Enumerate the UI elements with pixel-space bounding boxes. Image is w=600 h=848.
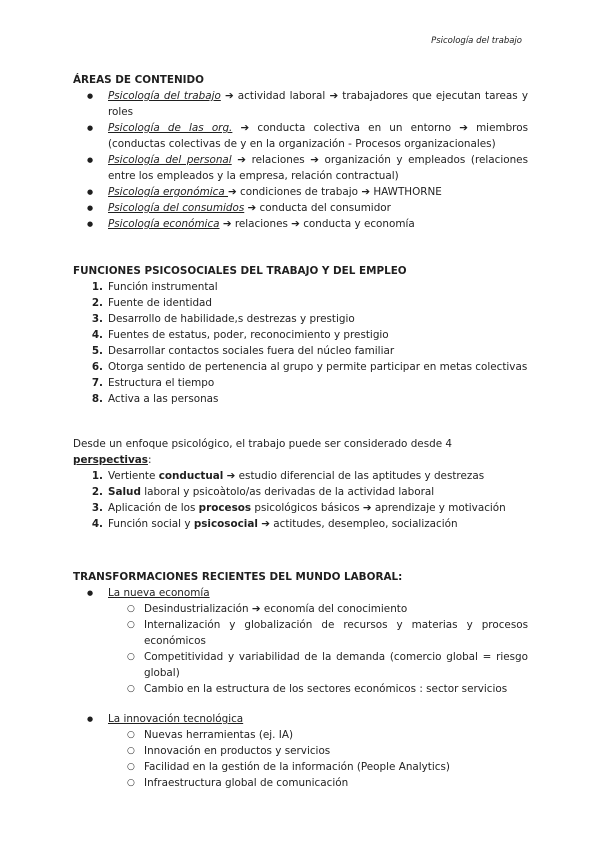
list-item: ○ Competitividad y variabilidad de la demanda (comercio global = riesgo global): [73, 649, 528, 681]
group-label: La innovación tecnológica: [108, 713, 244, 725]
running-header: Psicología del trabajo: [431, 36, 522, 46]
area-desc: ➔ relaciones ➔ organización y empleados (relaciones entre los empleados y la empresa, relación contractual): [108, 154, 528, 182]
item-bold: psicosocial: [193, 518, 258, 530]
list-item: [73, 484, 528, 500]
list-item: [73, 585, 528, 601]
area-desc: ➔ conducta colectiva en un entorno ➔ miembros (conductas colectivas de y en la organización - Procesos organizacionales): [108, 122, 528, 150]
item-bold: procesos: [198, 502, 252, 514]
item-number: 7.: [91, 377, 103, 389]
transformaciones-list: [73, 585, 528, 601]
item-post: ➔ estudio diferencial de las aptitudes y destrezas: [223, 470, 485, 482]
list-item: [73, 295, 528, 311]
area-term: Psicología ergonómica: [108, 186, 228, 198]
list-item: ○ Cambio en la estructura de los sectores económicos : sector servicios: [73, 681, 528, 697]
item-pre: Vertiente: [108, 470, 159, 482]
item-text: Fuentes de estatus, poder, reconocimiento y prestigio: [108, 329, 389, 341]
item-pre: Función social y: [108, 518, 194, 530]
area-term: Psicología del trabajo: [108, 90, 221, 102]
item-text: Otorga sentido de pertenencia al grupo y permite participar en metas colectivas: [108, 361, 528, 373]
item-text: Fuente de identidad: [108, 297, 213, 309]
perspectivas-list: [73, 468, 528, 532]
list-item: [73, 152, 528, 184]
list-item: [73, 375, 528, 391]
item-number: 1.: [91, 281, 103, 293]
item-number: 4.: [91, 518, 103, 530]
item-post: laboral y psicoàtolo/as derivadas de la actividad laboral: [140, 486, 435, 498]
list-item: [73, 184, 528, 200]
funciones-list: [73, 279, 528, 407]
item-number: 2.: [91, 297, 103, 309]
intro-term: perspectivas: [73, 454, 148, 466]
item-text: Activa a las personas: [108, 393, 219, 405]
list-item: [73, 200, 528, 216]
section-title-funciones: FUNCIONES PSICOSOCIALES DEL TRABAJO Y DEL EMPLEO: [73, 265, 407, 277]
area-term: Psicología económica: [108, 218, 220, 230]
list-item: ○ Facilidad en la gestión de la información (People Analytics): [73, 759, 528, 775]
areas-list: [73, 88, 528, 232]
area-desc: ➔ relaciones ➔ conducta y economía: [219, 218, 415, 230]
item-bold: Salud: [108, 486, 141, 498]
area-term: Psicología del consumidos: [108, 202, 245, 214]
item-number: 3.: [91, 313, 103, 325]
spacer: [73, 697, 528, 711]
list-item: [73, 120, 528, 152]
list-item: ○ Innovación en productos y servicios: [73, 743, 528, 759]
list-item: ○ Internalización y globalización de recursos y materias y procesos económicos: [73, 617, 528, 649]
section-title-areas: ÁREAS DE CONTENIDO: [73, 74, 204, 86]
perspectivas-intro: [73, 436, 528, 468]
innovacion-sublist: [73, 727, 528, 791]
area-desc: ➔ condiciones de trabajo ➔ HAWTHORNE: [228, 186, 442, 198]
list-item: ○ Nuevas herramientas (ej. IA): [73, 727, 528, 743]
list-item: [73, 216, 528, 232]
list-item: [73, 311, 528, 327]
area-term: Psicología de las org.: [108, 122, 233, 134]
item-post: psicológicos básicos ➔ aprendizaje y motivación: [251, 502, 506, 514]
area-desc: ➔ conducta del consumidor: [244, 202, 391, 214]
item-post: ➔ actitudes, desempleo, socialización: [257, 518, 458, 530]
item-number: 8.: [91, 393, 103, 405]
item-text: Desarrollar contactos sociales fuera del núcleo familiar: [108, 345, 395, 357]
document-body: [73, 72, 528, 791]
list-item: [73, 711, 528, 727]
item-number: 4.: [91, 329, 103, 341]
transformaciones-list-2: [73, 711, 528, 727]
list-item: [73, 391, 528, 407]
area-desc: ➔ actividad laboral ➔ trabajadores que ejecutan tareas y roles: [108, 90, 528, 118]
item-text: Desarrollo de habilidade,s destrezas y prestigio: [108, 313, 355, 325]
list-item: [73, 500, 528, 516]
item-number: 6.: [91, 361, 103, 373]
item-text: Estructura el tiempo: [108, 377, 215, 389]
group-label: La nueva economía: [108, 587, 210, 599]
intro-text: Desde un enfoque psicológico, el trabajo puede ser considerado desde 4: [73, 438, 453, 450]
item-bold: conductual: [158, 470, 224, 482]
item-number: 2.: [91, 486, 103, 498]
list-item: [73, 359, 528, 375]
list-item: ○ Infraestructura global de comunicación: [73, 775, 528, 791]
list-item: [73, 279, 528, 295]
nueva-economia-sublist: [73, 601, 528, 697]
list-item: [73, 343, 528, 359]
item-number: 5.: [91, 345, 103, 357]
section-title-transformaciones: TRANSFORMACIONES RECIENTES DEL MUNDO LABORAL:: [73, 571, 403, 583]
list-item: [73, 468, 528, 484]
list-item: [73, 88, 528, 120]
intro-colon: :: [147, 454, 152, 466]
item-number: 1.: [91, 470, 103, 482]
item-pre: Aplicación de los: [108, 502, 199, 514]
item-number: 3.: [91, 502, 103, 514]
list-item: ○ Desindustrialización ➔ economía del conocimiento: [73, 601, 528, 617]
list-item: [73, 516, 528, 532]
item-text: Función instrumental: [108, 281, 218, 293]
list-item: [73, 327, 528, 343]
area-term: Psicología del personal: [108, 154, 232, 166]
